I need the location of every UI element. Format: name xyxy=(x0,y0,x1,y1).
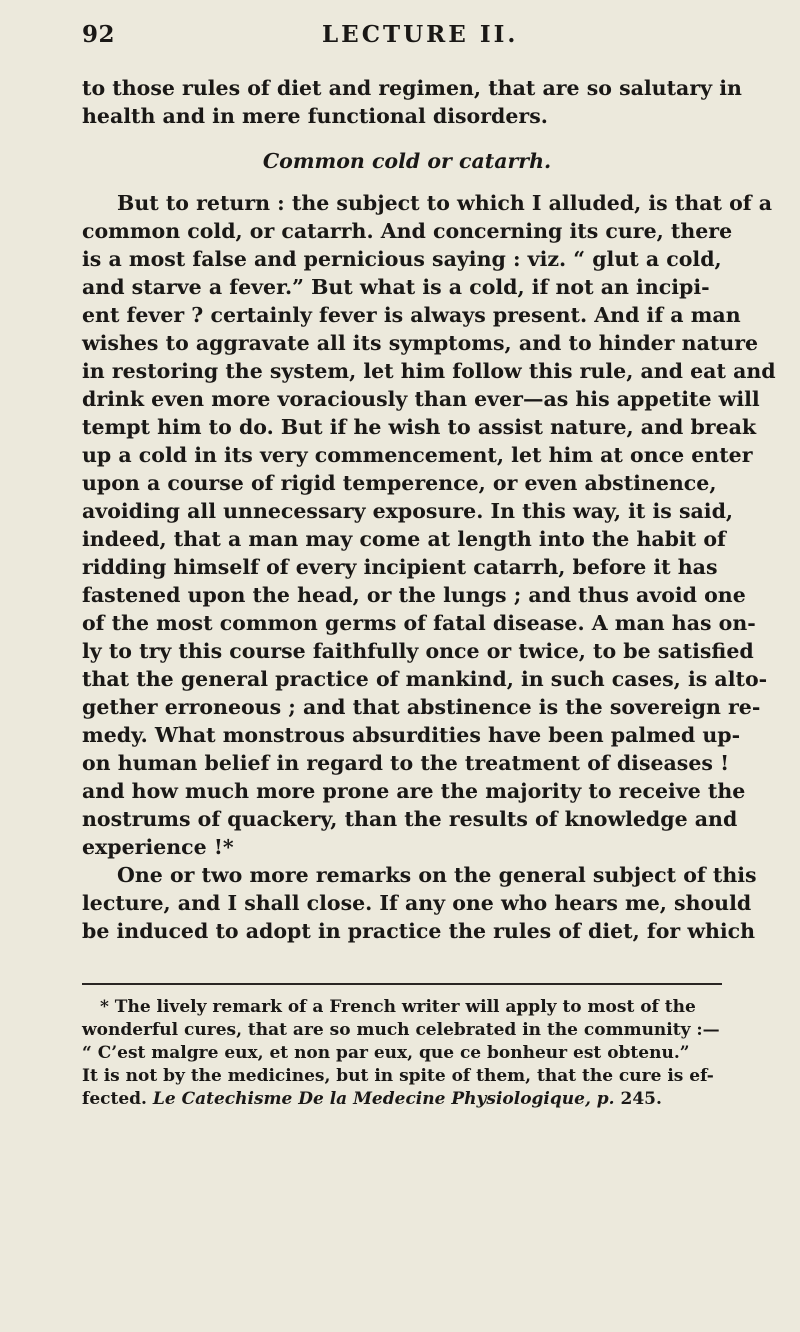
book-title: Le Catechisme De la Medecine Physiologique, p. xyxy=(152,1089,615,1109)
page-number: 92 xyxy=(82,21,116,48)
text-line: ridding himself of every incipient catarrh, before it has xyxy=(82,555,718,579)
text-line: avoiding all unnecessary exposure. In this way, it is said, xyxy=(82,499,734,523)
running-head: LECTURE II. xyxy=(322,21,519,48)
text-line: that the general practice of mankind, in such cases, is alto- xyxy=(82,667,768,691)
text-line: But to return : the subject to which I alluded, is that of a xyxy=(117,191,773,215)
text-line: health and in mere functional disorders. xyxy=(82,104,548,128)
text-line: and how much more prone are the majority to receive the xyxy=(82,779,746,803)
page-reference: 245. xyxy=(614,1089,662,1109)
footnote-line: “ C’est malgre eux, et non par eux, que ce bonheur est obtenu.” xyxy=(82,1043,690,1063)
text-line: ent fever ? certainly fever is always present. And if a man xyxy=(82,303,741,327)
page-header xyxy=(82,21,722,51)
text-line: gether erroneous ; and that abstinence is the sovereign re- xyxy=(82,695,761,719)
text-line: to those rules of diet and regimen, that are so salutary in xyxy=(82,76,742,100)
text-line: common cold, or catarrh. And concerning its cure, there xyxy=(82,219,733,243)
text-line: drink even more voraciously than ever—as his appetite will xyxy=(82,387,760,411)
text-line: up a cold in its very commencement, let him at once enter xyxy=(82,443,753,467)
text-line: experience !* xyxy=(82,835,234,859)
section-heading: Common cold or catarrh. xyxy=(262,149,552,173)
text-line: lecture, and I shall close. If any one who hears me, should xyxy=(82,891,752,915)
footnote-text: fected. xyxy=(82,1089,153,1109)
text-line: fastened upon the head, or the lungs ; and thus avoid one xyxy=(82,583,746,607)
footnote-rule xyxy=(82,983,722,985)
text-line: nostrums of quackery, than the results of knowledge and xyxy=(82,807,738,831)
text-line: One or two more remarks on the general subject of this xyxy=(117,863,757,887)
text-line: of the most common germs of fatal disease. A man has on- xyxy=(82,611,756,635)
footnote-line: It is not by the medicines, but in spite of them, that the cure is ef- xyxy=(82,1066,714,1086)
text-line: tempt him to do. But if he wish to assist nature, and break xyxy=(82,415,757,439)
text-line: ly to try this course faithfully once or twice, to be satisfied xyxy=(82,639,754,663)
text-line: upon a course of rigid temperence, or even abstinence, xyxy=(82,471,717,495)
footnote-line: wonderful cures, that are so much celebrated in the community :— xyxy=(82,1020,720,1040)
text-line: wishes to aggravate all its symptoms, and to hinder nature xyxy=(82,331,759,355)
text-line: be induced to adopt in practice the rules of diet, for which xyxy=(82,919,756,943)
footnote-line: * The lively remark of a French writer will apply to most of the xyxy=(100,997,696,1017)
text-line: medy. What monstrous absurdities have been palmed up- xyxy=(82,723,741,747)
text-line: indeed, that a man may come at length into the habit of xyxy=(82,527,726,551)
text-line: on human belief in regard to the treatment of diseases ! xyxy=(82,751,730,775)
footnote-citation xyxy=(82,1091,742,1108)
text-line: is a most false and pernicious saying : viz. “ glut a cold, xyxy=(82,247,722,271)
text-line: and starve a fever.” But what is a cold, if not an incipi- xyxy=(82,275,710,299)
text-line: in restoring the system, let him follow this rule, and eat and xyxy=(82,359,776,383)
